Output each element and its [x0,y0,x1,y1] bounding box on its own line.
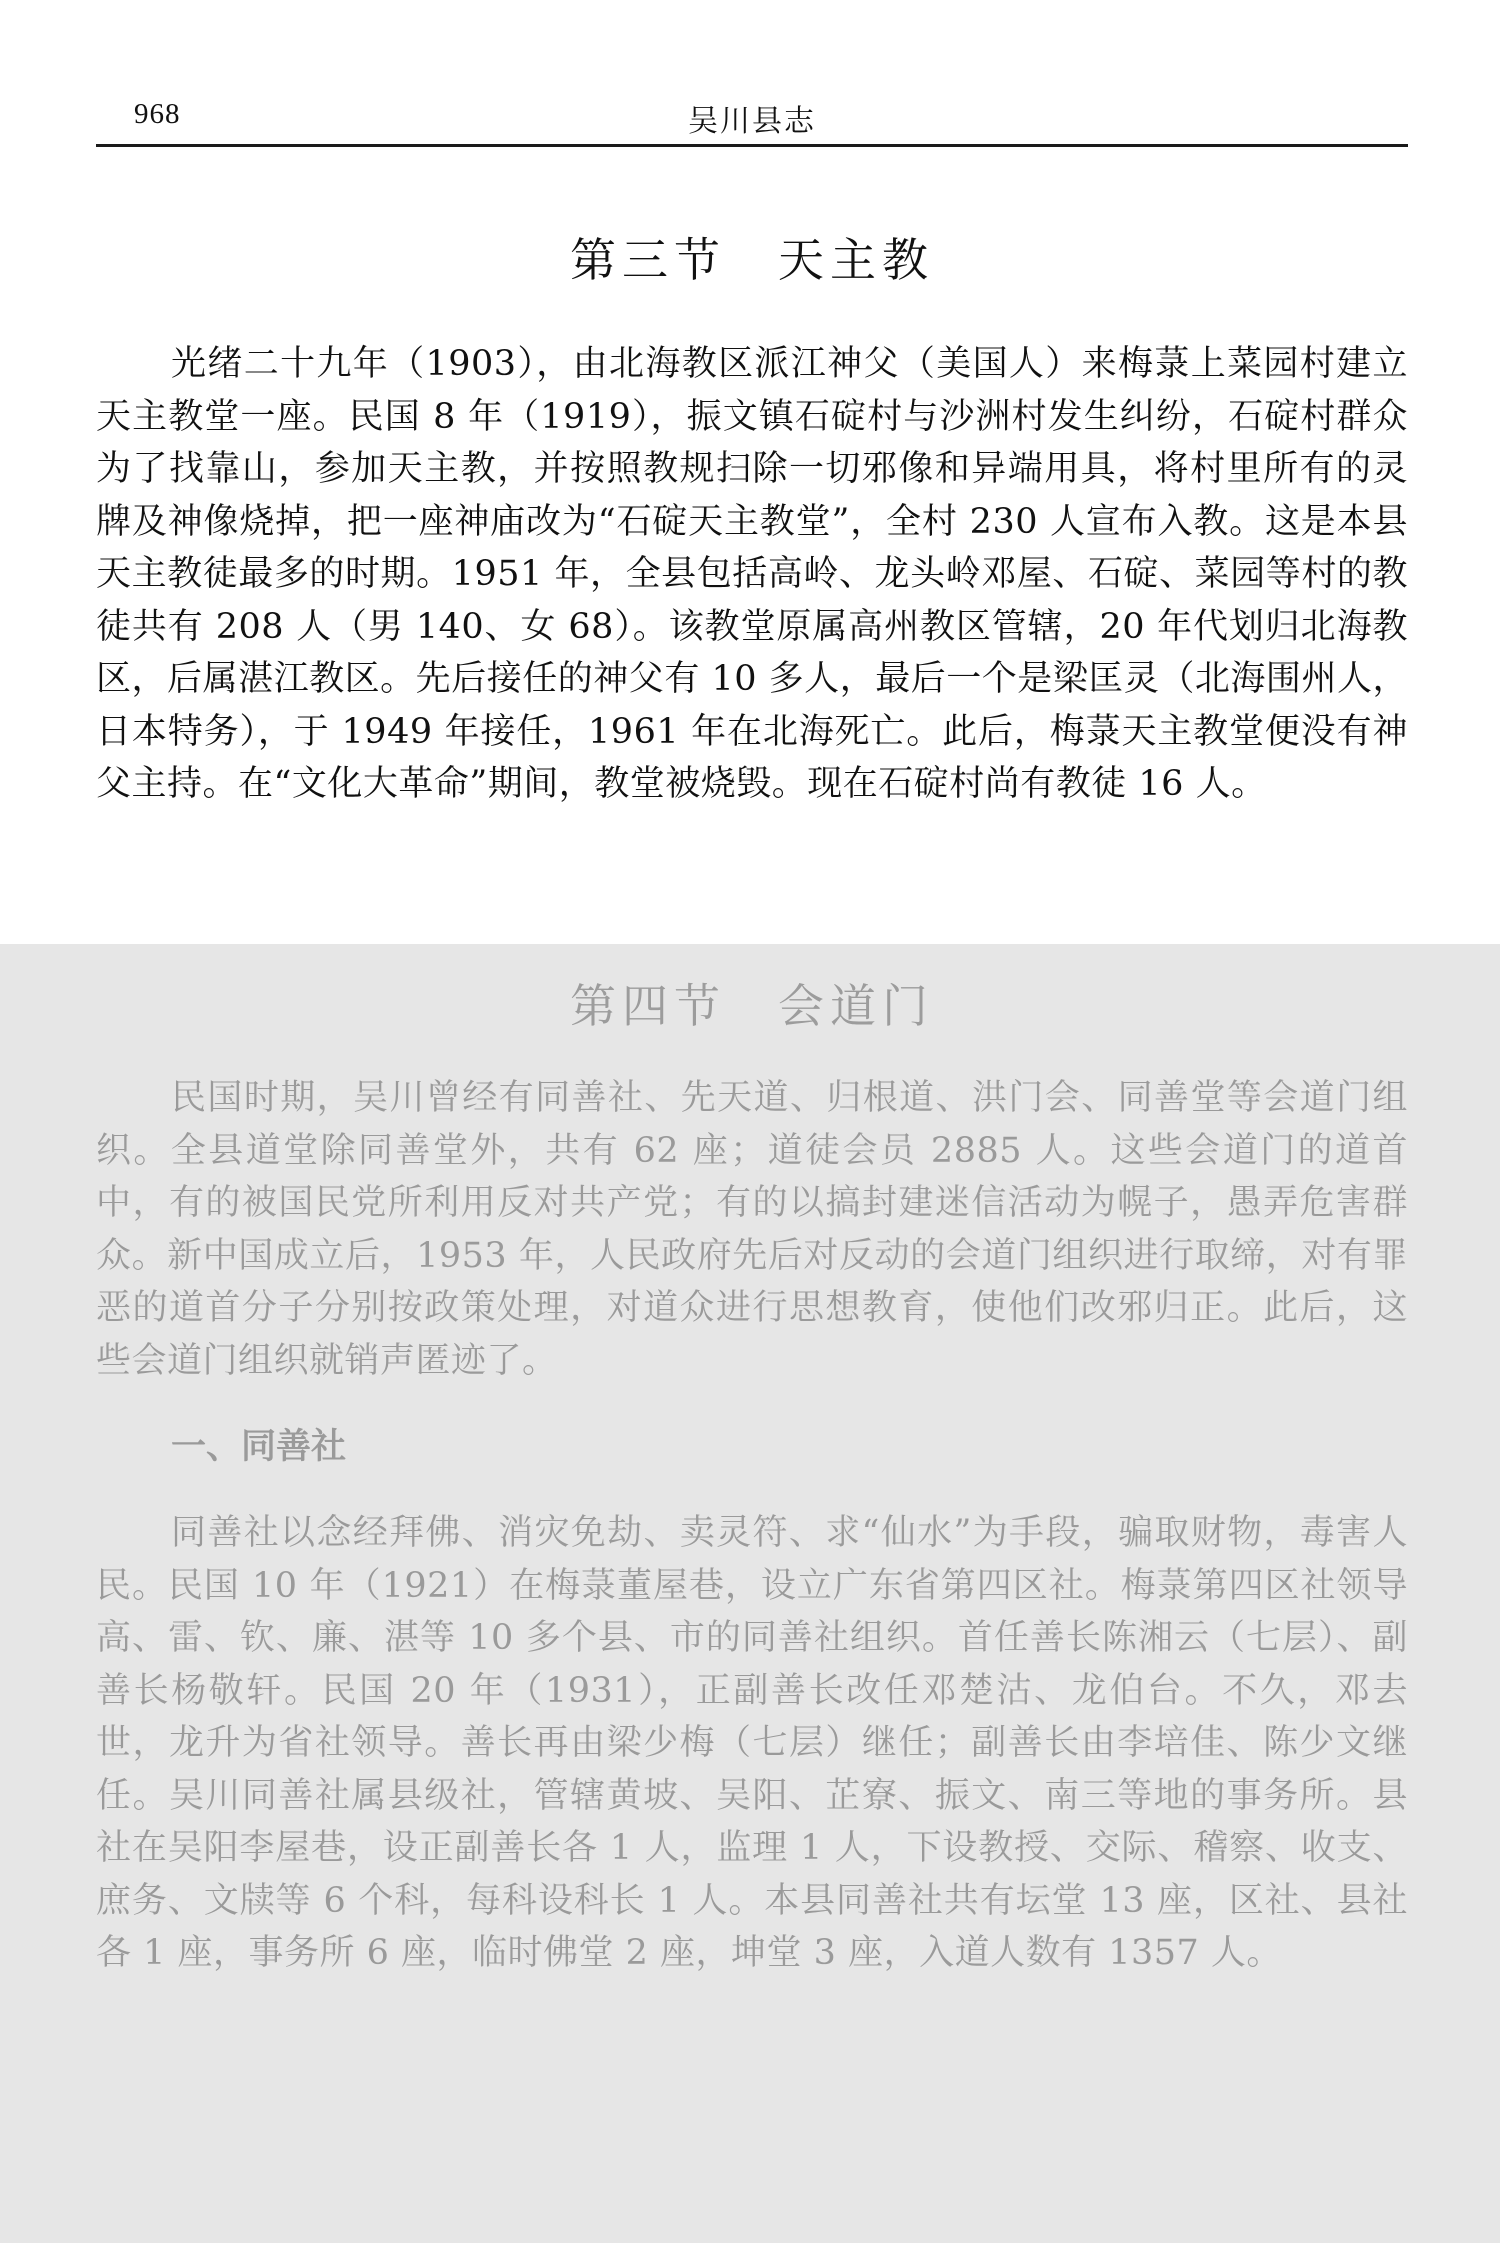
section-catholicism [96,230,1408,811]
section-paragraph: 民国时期，吴川曾经有同善社、先天道、归根道、洪门会、同善堂等会道门组织。全县道堂除同善堂外，共有 62 座；道徒会员 2885 人。这些会道门的道首中，有的被国民党所利用反对共产党；有的以搞封建迷信活动为幌子，愚弄危害群众。新中国成立后，1953 年，人民政府先后对反动的会道门组织进行取缔，对有罪恶的道首分子分别按政策处理，对道众进行思想教育，使他们改邪归正。此后，这些会道门组织就销声匿迹了。 [96,1078,1408,1381]
page-header [96,92,1408,147]
running-title: 吴川县志 [688,104,816,139]
subsection-paragraph: 同善社以念经拜佛、消灾免劫、卖灵符、求“仙水”为手段，骗取财物，毒害人民。民国 10 年（1921）在梅菉董屋巷，设立广东省第四区社。梅菉第四区社领导高、雷、钦、廉、湛等 10 多个县、市的同善社组织。首任善长陈湘云（七层）、副善长杨敬轩。民国 20 年（1931），正副善长改任邓楚沽、龙伯台。不久，邓去世，龙升为省社领导。善长再由梁少梅（七层）继任；副善长由李培佳、陈少文继任。吴川同善社属县级社，管辖黄坡、吴阳、芷寮、振文、南三等地的事务所。县社在吴阳李屋巷，设正副善长各 1 人，监理 1 人，下设教授、交际、稽察、收支、庶务、文牍等 6 个科，每科设科长 1 人。本县同善社共有坛堂 13 座，区社、县社各 1 座，事务所 6 座，临时佛堂 2 座，坤堂 3 座，入道人数有 1357 人。 [96,1513,1408,1973]
section-paragraph: 光绪二十九年（1903），由北海教区派江神父（美国人）来梅菉上菜园村建立天主教堂一座。民国 8 年（1919），振文镇石碇村与沙洲村发生纠纷，石碇村群众为了找靠山，参加天主教，并按照教规扫除一切邪像和异端用具，将村里所有的灵牌及神像烧掉，把一座神庙改为“石碇天主教堂”，全村 230 人宣布入教。这是本县天主教徒最多的时期。1951 年，全县包括高岭、龙头岭邓屋、石碇、菜园等村的教徒共有 208 人（男 140、女 68）。该教堂原属高州教区管辖，20 年代划归北海教区，后属湛江教区。先后接任的神父有 10 多人，最后一个是梁匡灵（北海围州人，日本特务），于 1949 年接任，1961 年在北海死亡。此后，梅菉天主教堂便没有神父主持。在“文化大革命”期间，教堂被烧毁。现在石碇村尚有教徒 16 人。 [96,344,1408,804]
section-title: 第三节 天主教 [570,233,934,287]
section-societies [96,976,1408,1980]
subsection-heading: 一、同善社 [171,1427,347,1467]
page-number: 968 [134,98,181,130]
section-title: 第四节 会道门 [570,979,934,1033]
